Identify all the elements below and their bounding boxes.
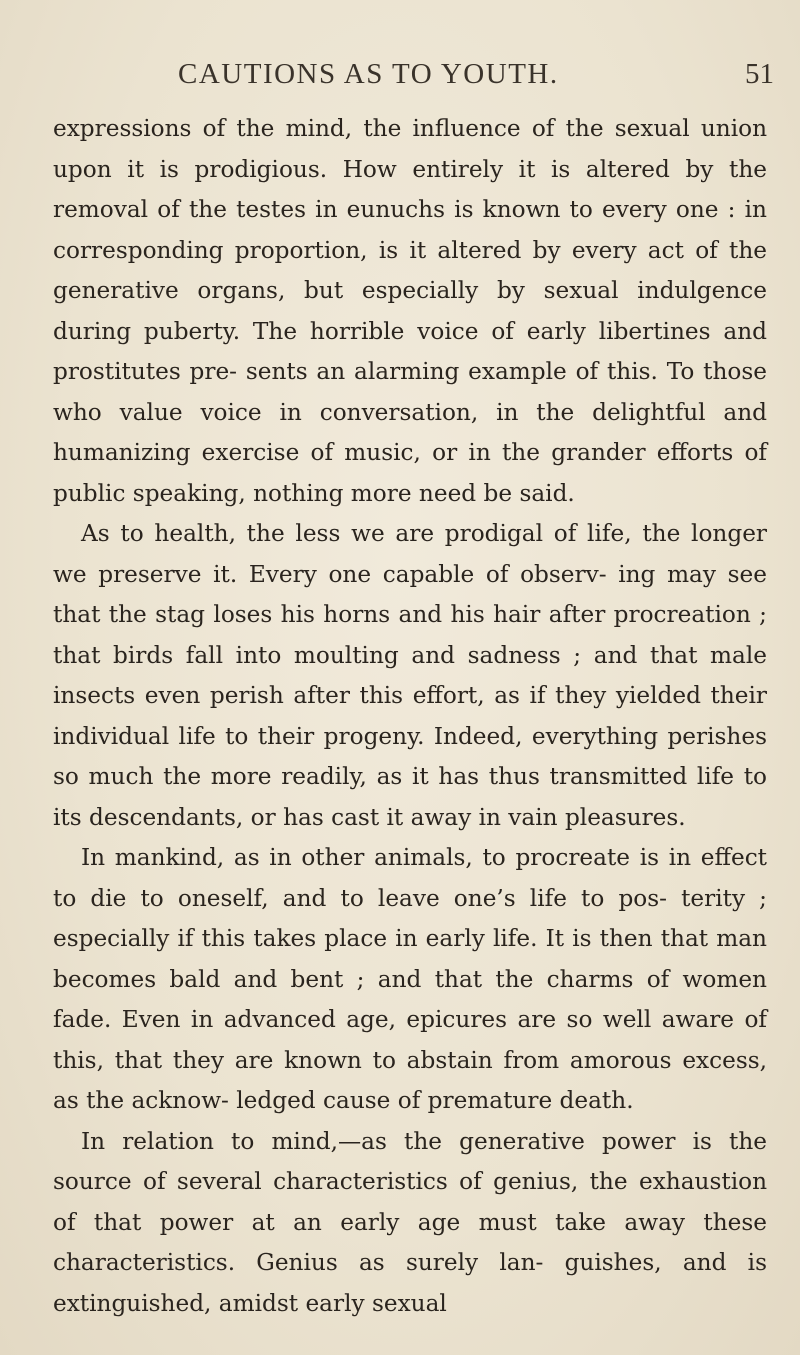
paragraph: In relation to mind,—as the generative power is the source of several characteristics of genius, the exhaustion of that power at an early age must take away these characteristics. Genius as surely lan- guishes, and is extinguished, amidst early sexual [53, 1127, 767, 1317]
paragraph: In mankind, as in other animals, to procreate is in effect to die to oneself, and to leave one’s life to pos- terity ; especially if this takes place in early life. It is then that man becomes bald and bent ; and that the charms of women fade. Even in advanced age, epicures are so well aware of this, that they are known to abstain from amorous excess, as the acknow- ledged cause of premature death. [53, 844, 767, 1114]
running-head [0, 58, 800, 98]
running-title: CAUTIONS AS TO YOUTH. [178, 58, 559, 90]
body-text [53, 109, 767, 1324]
paragraph: expressions of the mind, the influence of the sexual union upon it is prodigious. How entirely it is altered by the removal of the testes in eunuchs is known to every one : in corresponding proportion, is it altered by every act of the generative organs, but especially by sexual indulgence during puberty. The horrible voice of early libertines and prostitutes pre- sents an alarming example of this. To those who value voice in conversation, in the delightful and humanizing exercise of music, or in the grander efforts of public speaking, nothing more need be said. [53, 115, 767, 507]
page-number: 51 [745, 58, 774, 90]
paragraph: As to health, the less we are prodigal of life, the longer we preserve it. Every one capable of observ- ing may see that the stag loses his horns and his hair after procreation ; that birds fall into moulting and sadness ; and that male insects even perish after this effort, as if they yielded their individual life to their progeny. Indeed, everything perishes so much the more readily, as it has thus transmitted life to its descendants, or has cast it away in vain pleasures. [53, 520, 767, 831]
